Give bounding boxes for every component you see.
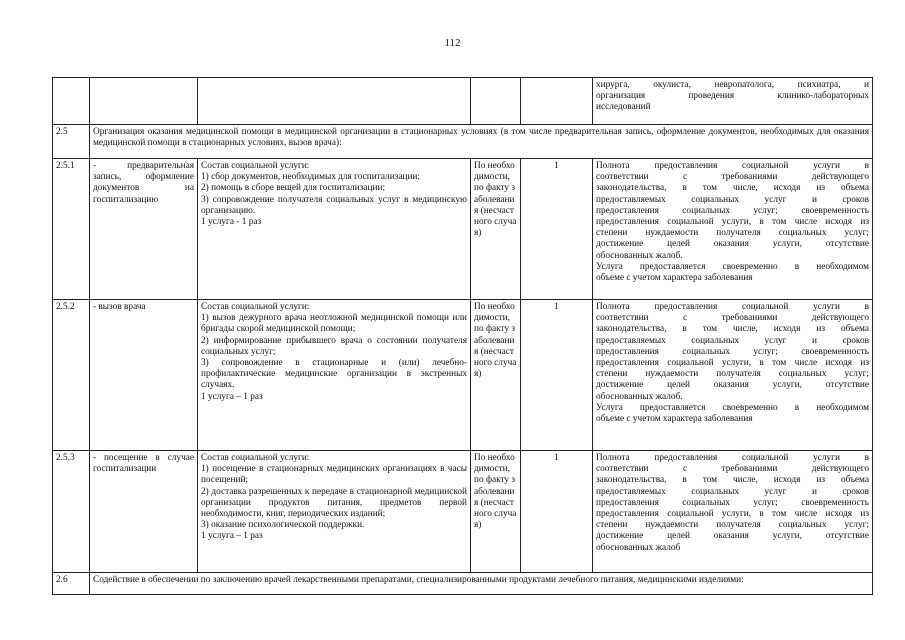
section-row xyxy=(53,573,873,595)
row-number-cell xyxy=(53,78,90,125)
service-content-cell: Состав социальной услуги: 1) посещение в стационарных медицинских организациях в часы посещений; 2) доставка разрешенных к передаче в стационарной медицинской организации продуктов питания, предметов первой необходимости, книг, периодических изданий; 3) оказание психологической поддержки. 1 услуга – 1 раз xyxy=(198,451,471,573)
quality-cell xyxy=(593,159,873,300)
service-name-cell xyxy=(90,78,198,125)
quality-line: достижение целей оказания услуги, отсутствие xyxy=(596,531,869,542)
quality-line: законодательства, в том числе, исходя из объема xyxy=(596,475,869,486)
row-number-cell: 2.5.1 xyxy=(53,159,90,300)
quality-line: обоснованных жалоб. xyxy=(596,391,683,402)
table-row xyxy=(53,451,873,573)
quality-line: степени нуждаемости получателя социальных услуг; xyxy=(596,228,869,239)
quality-line: предоставления социальных услуг; своевременность xyxy=(596,497,869,508)
service-period-cell: По необходимости, по факту заболевания (несчастного случая) xyxy=(471,451,521,573)
service-name-cell: - предварительная запись, оформление документов на госпитализацию xyxy=(90,159,198,300)
quality-line: обоснованных жалоб. xyxy=(596,250,683,261)
service-content-cell: Состав социальной услуги: 1) вызов дежурного врача неотложной медицинской помощи или бригады скорой медицинской помощи; 2) информирование прибывшего врача о состоянии получателя социальных услуг; 3) сопровождение в стационарные и (или) лечебно-профилактические медицинские организации в экстренных случаях. 1 услуга – 1 раз xyxy=(198,300,471,451)
quality-line: степени нуждаемости получателя социальных услуг; xyxy=(596,520,869,531)
service-content-cell xyxy=(198,78,471,125)
quality-cell xyxy=(593,300,873,451)
table-row xyxy=(53,159,873,300)
quality-line: предоставления социальной услуги, в том числе исходя из xyxy=(596,509,869,520)
service-name-cell: - вызов врача xyxy=(90,300,198,451)
quality-cell xyxy=(593,451,873,573)
quality-line: достижение целей оказания услуги, отсутствие xyxy=(596,380,869,391)
service-period-cell: По необходимости, по факту заболевания (несчастного случая) xyxy=(471,159,521,300)
page-number: 112 xyxy=(444,37,461,49)
service-period-cell: По необходимости, по факту заболевания (несчастного случая) xyxy=(471,300,521,451)
quality-line: соответствии с требованиями действующего xyxy=(596,313,869,324)
service-period-cell xyxy=(471,78,521,125)
section-number: 2.6 xyxy=(53,573,90,595)
quality-line: предоставления социальной услуги, в том числе исходя из xyxy=(596,217,869,228)
quality-line: степени нуждаемости получателя социальных услуг; xyxy=(596,369,869,380)
quality-line: предоставляемых социальных услуг и сроков xyxy=(596,335,869,346)
section-title: Содействие в обеспечении по заключению врачей лекарственными препаратами, специализированными продуктами лечебного питания, медицинскими изделиями: xyxy=(90,573,873,595)
quality-line: Услуга предоставляется своевременно в необходимом xyxy=(596,261,869,272)
quality-line: объеме с учетом характера заболевания xyxy=(596,273,753,284)
table-row xyxy=(53,300,873,451)
quality-line: законодательства, в том числе, исходя из объема xyxy=(596,183,869,194)
service-quantity-cell: 1 xyxy=(521,451,593,573)
quality-line: предоставления социальных услуг; своевременность xyxy=(596,346,869,357)
quality-line: организация проведения клинико-лабораторных xyxy=(596,91,869,102)
table-row xyxy=(53,78,873,125)
service-content-cell: Состав социальной услуги: 1) сбор документов, необходимых для госпитализации; 2) помощь в сборе вещей для госпитализации; 3) сопровождение получателя социальных услуг в медицинскую организацию. 1 услуга - 1 раз xyxy=(198,159,471,300)
service-quantity-cell: 1 xyxy=(521,159,593,300)
section-number: 2.5 xyxy=(53,125,90,159)
section-title: Организация оказания медицинской помощи в медицинской организации в стационарных условиях (в том числе предварительная запись, оформление документов, необходимых для оказания медицинской помощи в стационарных условиях, вызов врача): xyxy=(90,125,873,159)
quality-line: соответствии с требованиями действующего xyxy=(596,172,869,183)
row-number-cell: 2.5.3 xyxy=(53,451,90,573)
section-row xyxy=(53,125,873,159)
service-name-cell: - посещение в случае госпитализации xyxy=(90,451,198,573)
quality-line: Полнота предоставления социальной услуги в xyxy=(596,161,869,171)
quality-line: соответствии с требованиями действующего xyxy=(596,464,869,475)
quality-line: предоставляемых социальных услуг и сроков xyxy=(596,486,869,497)
service-quantity-cell: 1 xyxy=(521,300,593,451)
quality-line: объеме с учетом характера заболевания xyxy=(596,414,753,425)
quality-line: Полнота предоставления социальной услуги в xyxy=(596,302,869,312)
quality-line: исследований xyxy=(596,102,651,113)
quality-line: законодательства, в том числе, исходя из объема xyxy=(596,324,869,335)
quality-line: Услуга предоставляется своевременно в необходимом xyxy=(596,402,869,413)
quality-line: предоставления социальных услуг; своевременность xyxy=(596,205,869,216)
service-quantity-cell xyxy=(521,78,593,125)
quality-line: достижение целей оказания услуги, отсутствие xyxy=(596,239,869,250)
row-number-cell: 2.5.2 xyxy=(53,300,90,451)
quality-line: предоставления социальной услуги, в том числе исходя из xyxy=(596,358,869,369)
services-table xyxy=(52,77,873,595)
quality-line: предоставляемых социальных услуг и сроков xyxy=(596,194,869,205)
quality-line: Полнота предоставления социальной услуги в xyxy=(596,453,869,463)
quality-cell xyxy=(593,78,873,125)
quality-line: хирурга, окулиста, невропатолога, психиатра, и xyxy=(596,80,869,90)
quality-line: обоснованных жалоб xyxy=(596,542,681,553)
